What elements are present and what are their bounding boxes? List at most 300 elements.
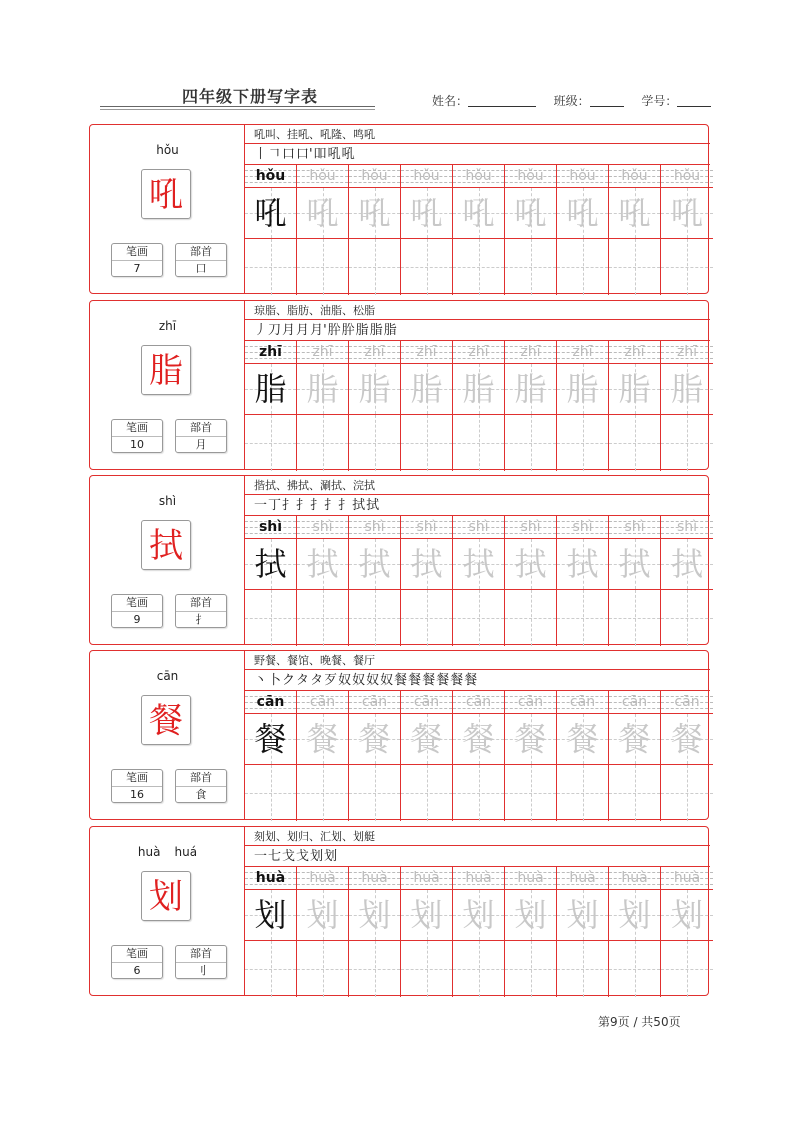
tracing-box[interactable]	[297, 889, 348, 941]
blank-writing-box[interactable]	[505, 590, 556, 646]
practice-cell[interactable]	[453, 691, 505, 821]
number-field[interactable]	[677, 94, 711, 107]
practice-cell[interactable]	[297, 341, 349, 471]
tracing-box[interactable]	[245, 538, 296, 590]
stroke-step: 歹	[324, 673, 338, 688]
class-label: 班级：	[553, 94, 590, 108]
practice-cell[interactable]	[349, 867, 401, 997]
practice-pinyin: shì	[520, 519, 541, 535]
practice-cell[interactable]	[401, 691, 453, 821]
blank-writing-box[interactable]	[453, 941, 504, 997]
practice-grid	[245, 165, 710, 295]
stroke-order	[245, 144, 710, 165]
practice-pinyin: zhī	[572, 344, 593, 360]
tracing-box[interactable]	[453, 889, 504, 941]
stroke-step: 口'	[296, 147, 313, 162]
tracing-box[interactable]	[297, 538, 348, 590]
blank-writing-box[interactable]	[349, 415, 400, 471]
practice-cell[interactable]	[661, 867, 713, 997]
practice-pinyin: huà	[673, 870, 701, 886]
blank-writing-box[interactable]	[245, 765, 296, 821]
practice-cell[interactable]	[349, 165, 401, 295]
guide-line	[401, 969, 452, 970]
tracing-box[interactable]	[245, 713, 296, 765]
tracing-box[interactable]	[661, 889, 713, 941]
guide-line	[505, 618, 556, 619]
practice-cell[interactable]	[609, 165, 661, 295]
guide-line	[297, 969, 348, 970]
name-field[interactable]	[468, 94, 536, 107]
practice-pinyin: huà	[413, 870, 440, 886]
practice-pinyin: zhī	[259, 344, 282, 360]
stroke-count-box	[111, 945, 163, 979]
tracing-box[interactable]	[609, 363, 660, 415]
guide-line	[453, 267, 504, 268]
practice-pinyin: cān	[569, 694, 596, 710]
guide-line	[557, 443, 608, 444]
guide-line	[609, 443, 660, 444]
tracing-box[interactable]	[401, 538, 452, 590]
stroke-step: 拭	[366, 498, 380, 513]
tracing-character: 餐	[306, 720, 339, 758]
tracing-character: 拭	[670, 545, 703, 583]
blank-writing-box[interactable]	[401, 415, 452, 471]
tracing-character: 吼	[254, 194, 287, 232]
tracing-box[interactable]	[557, 187, 608, 239]
stroke-step: 奴	[380, 673, 394, 688]
pinyin-reading: hǒu	[156, 143, 179, 157]
practice-cell[interactable]	[245, 165, 297, 295]
tracing-box[interactable]	[349, 187, 400, 239]
practice-cell[interactable]	[245, 691, 297, 821]
stroke-step: 丨	[254, 147, 268, 162]
example-words: 琼脂、脂肪、油脂、松脂	[245, 301, 710, 320]
tracing-box[interactable]	[661, 187, 713, 239]
practice-cell[interactable]	[297, 691, 349, 821]
tracing-character: 划	[670, 896, 703, 934]
blank-writing-box[interactable]	[349, 590, 400, 646]
guide-line	[401, 618, 452, 619]
stroke-step: 一	[254, 849, 268, 864]
blank-writing-box[interactable]	[557, 415, 608, 471]
pinyin-reading: cān	[156, 669, 179, 683]
stroke-step: 一	[254, 498, 268, 513]
blank-writing-box[interactable]	[609, 590, 660, 646]
guide-line	[505, 267, 556, 268]
tracing-box[interactable]	[297, 713, 348, 765]
blank-writing-box[interactable]	[349, 941, 400, 997]
practice-pinyin: hǒu	[413, 168, 440, 184]
stroke-step: 拭	[352, 498, 366, 513]
character-display: 拭	[141, 520, 191, 570]
guide-line	[297, 267, 348, 268]
practice-grid	[245, 341, 710, 471]
blank-writing-box[interactable]	[245, 415, 296, 471]
stroke-step: 餐	[464, 673, 478, 688]
tracing-box[interactable]	[245, 187, 296, 239]
guide-line	[349, 793, 400, 794]
tracing-box[interactable]	[401, 889, 452, 941]
tracing-box[interactable]	[349, 889, 400, 941]
blank-writing-box[interactable]	[505, 239, 556, 295]
tracing-character: 划	[618, 896, 651, 934]
guide-line	[297, 793, 348, 794]
blank-writing-box[interactable]	[401, 765, 452, 821]
tracing-box[interactable]	[505, 363, 556, 415]
tracing-character: 吼	[618, 194, 651, 232]
pinyin-reading: zhī	[158, 319, 177, 333]
tracing-box[interactable]	[453, 363, 504, 415]
practice-pinyin: huà	[361, 870, 388, 886]
blank-writing-box[interactable]	[661, 765, 713, 821]
tracing-box[interactable]	[557, 538, 608, 590]
guide-line	[505, 969, 556, 970]
blank-writing-box[interactable]	[245, 239, 296, 295]
practice-cell[interactable]	[401, 341, 453, 471]
practice-cell[interactable]	[453, 867, 505, 997]
radical-label: 部首	[176, 420, 226, 437]
blank-writing-box[interactable]	[297, 765, 348, 821]
stroke-count-value: 6	[133, 964, 141, 977]
stroke-step: 脂	[355, 323, 369, 338]
stroke-count-box	[111, 243, 163, 277]
tracing-box[interactable]	[661, 363, 713, 415]
stroke-step: 𠃍	[268, 147, 282, 162]
blank-writing-box[interactable]	[245, 941, 296, 997]
tracing-box[interactable]	[245, 889, 296, 941]
guide-line	[661, 443, 713, 444]
guide-line	[401, 443, 452, 444]
page-number: 第9页 / 共50页	[598, 1015, 681, 1029]
practice-cell[interactable]	[661, 165, 713, 295]
blank-writing-box[interactable]	[609, 415, 660, 471]
blank-writing-box[interactable]	[453, 765, 504, 821]
blank-writing-box[interactable]	[297, 415, 348, 471]
blank-writing-box[interactable]	[349, 765, 400, 821]
practice-pinyin: shì	[468, 519, 489, 535]
guide-line	[557, 793, 608, 794]
practice-pinyin: zhī	[624, 344, 645, 360]
radical-label: 部首	[176, 244, 226, 261]
stroke-step: 肸	[341, 323, 355, 338]
stroke-step: 七	[268, 849, 282, 864]
guide-line	[661, 267, 713, 268]
tracing-box[interactable]	[245, 363, 296, 415]
practice-pinyin: huà	[517, 870, 544, 886]
practice-pinyin: shì	[312, 519, 333, 535]
guide-line	[661, 969, 713, 970]
character-pinyin	[90, 494, 245, 508]
practice-cell[interactable]	[453, 516, 505, 646]
stroke-step: 吼	[341, 147, 355, 162]
practice-cell[interactable]	[557, 516, 609, 646]
tracing-character: 餐	[670, 720, 703, 758]
practice-cell[interactable]	[349, 691, 401, 821]
practice-pinyin: shì	[258, 519, 283, 535]
guide-line	[609, 969, 660, 970]
stroke-step: 餐	[394, 673, 408, 688]
practice-cell[interactable]	[401, 516, 453, 646]
blank-writing-box[interactable]	[661, 415, 713, 471]
practice-pinyin: hǒu	[621, 168, 648, 184]
practice-cell[interactable]	[453, 341, 505, 471]
practice-cell[interactable]	[349, 341, 401, 471]
practice-cell[interactable]	[453, 165, 505, 295]
tracing-character: 拭	[514, 545, 547, 583]
example-words: 揩拭、拂拭、涮拭、浣拭	[245, 476, 710, 495]
blank-writing-box[interactable]	[505, 941, 556, 997]
tracing-character: 餐	[358, 720, 391, 758]
guide-line	[297, 618, 348, 619]
stroke-step: タ	[296, 673, 310, 688]
stroke-step: 扌	[282, 498, 296, 513]
tracing-box[interactable]	[401, 363, 452, 415]
page-title: 四年级下册写字表	[181, 87, 318, 106]
practice-pinyin: shì	[572, 519, 593, 535]
stroke-step: 奴	[338, 673, 352, 688]
tracing-box[interactable]	[609, 538, 660, 590]
tracing-box[interactable]	[297, 363, 348, 415]
tracing-box[interactable]	[453, 187, 504, 239]
tracing-box[interactable]	[401, 713, 452, 765]
guide-line	[609, 267, 660, 268]
blank-writing-box[interactable]	[401, 941, 452, 997]
practice-pinyin: cān	[256, 694, 285, 710]
character-info-panel	[90, 476, 245, 644]
practice-pinyin: zhī	[312, 344, 333, 360]
stroke-step: 划	[324, 849, 338, 864]
tracing-box[interactable]	[297, 187, 348, 239]
blank-writing-box[interactable]	[557, 941, 608, 997]
stroke-order	[245, 320, 710, 341]
blank-writing-box[interactable]	[505, 765, 556, 821]
blank-writing-box[interactable]	[245, 590, 296, 646]
tracing-box[interactable]	[505, 187, 556, 239]
tracing-character: 拭	[358, 545, 391, 583]
practice-pinyin: hǒu	[517, 168, 544, 184]
stroke-step: 月'	[310, 323, 327, 338]
guide-line	[349, 267, 400, 268]
practice-cell[interactable]	[609, 691, 661, 821]
blank-writing-box[interactable]	[297, 590, 348, 646]
blank-writing-box[interactable]	[557, 765, 608, 821]
practice-cell[interactable]	[557, 691, 609, 821]
practice-cell[interactable]	[245, 341, 297, 471]
tracing-character: 脂	[254, 370, 287, 408]
stroke-step: 脂	[383, 323, 397, 338]
tracing-character: 拭	[254, 545, 287, 583]
practice-cell[interactable]	[297, 165, 349, 295]
radical-label: 部首	[176, 595, 226, 612]
practice-cell[interactable]	[505, 165, 557, 295]
guide-line	[245, 618, 296, 619]
practice-cell[interactable]	[245, 516, 297, 646]
practice-cell[interactable]	[609, 516, 661, 646]
stroke-order	[245, 846, 710, 867]
practice-cell[interactable]	[297, 867, 349, 997]
practice-cell[interactable]	[505, 341, 557, 471]
radical-value: 口	[195, 262, 207, 275]
practice-cell[interactable]	[557, 165, 609, 295]
stroke-step: 扌	[310, 498, 324, 513]
stroke-step: 划	[310, 849, 324, 864]
blank-writing-box[interactable]	[297, 239, 348, 295]
tracing-box[interactable]	[453, 713, 504, 765]
tracing-character: 餐	[254, 720, 287, 758]
tracing-character: 吼	[462, 194, 495, 232]
tracing-character: 拭	[618, 545, 651, 583]
tracing-box[interactable]	[609, 187, 660, 239]
tracing-character: 餐	[462, 720, 495, 758]
guide-line	[297, 443, 348, 444]
radical-box	[175, 769, 227, 803]
blank-writing-box[interactable]	[401, 590, 452, 646]
class-field[interactable]	[590, 94, 624, 107]
stroke-count-box	[111, 769, 163, 803]
blank-writing-box[interactable]	[609, 941, 660, 997]
practice-pinyin: cān	[517, 694, 544, 710]
tracing-box[interactable]	[453, 538, 504, 590]
stroke-step: 扌	[338, 498, 352, 513]
practice-cell[interactable]	[661, 341, 713, 471]
guide-line	[349, 969, 400, 970]
guide-line	[401, 267, 452, 268]
tracing-character: 划	[410, 896, 443, 934]
practice-cell[interactable]	[245, 867, 297, 997]
tracing-box[interactable]	[349, 713, 400, 765]
character-display: 脂	[141, 345, 191, 395]
character-pinyin	[90, 319, 245, 333]
blank-writing-box[interactable]	[661, 941, 713, 997]
blank-writing-box[interactable]	[349, 239, 400, 295]
blank-writing-box[interactable]	[453, 239, 504, 295]
practice-pinyin: cān	[621, 694, 648, 710]
blank-writing-box[interactable]	[609, 765, 660, 821]
radical-box	[175, 945, 227, 979]
character-display: 餐	[141, 695, 191, 745]
practice-cell[interactable]	[557, 867, 609, 997]
blank-writing-box[interactable]	[661, 590, 713, 646]
blank-writing-box[interactable]	[453, 415, 504, 471]
blank-writing-box[interactable]	[557, 239, 608, 295]
character-display: 划	[141, 871, 191, 921]
tracing-box[interactable]	[661, 538, 713, 590]
character-display: 吼	[141, 169, 191, 219]
blank-writing-box[interactable]	[401, 239, 452, 295]
tracing-character: 餐	[410, 720, 443, 758]
tracing-character: 脂	[410, 370, 443, 408]
character-info-panel	[90, 651, 245, 819]
radical-value: 扌	[195, 613, 207, 626]
blank-writing-box[interactable]	[557, 590, 608, 646]
guide-line	[453, 969, 504, 970]
tracing-character: 拭	[306, 545, 339, 583]
practice-pinyin: shì	[676, 519, 698, 535]
practice-cell[interactable]	[661, 516, 713, 646]
stroke-step: 奴	[352, 673, 366, 688]
character-card	[89, 475, 709, 645]
practice-cell[interactable]	[505, 516, 557, 646]
blank-writing-box[interactable]	[453, 590, 504, 646]
practice-cell[interactable]	[505, 867, 557, 997]
practice-pinyin: shì	[364, 519, 385, 535]
practice-grid	[245, 867, 710, 997]
tracing-character: 拭	[566, 545, 599, 583]
practice-cell[interactable]	[505, 691, 557, 821]
tracing-character: 餐	[618, 720, 651, 758]
practice-cell[interactable]	[609, 867, 661, 997]
stroke-count-label: 笔画	[112, 946, 162, 963]
blank-writing-box[interactable]	[609, 239, 660, 295]
stroke-count-label: 笔画	[112, 595, 162, 612]
blank-writing-box[interactable]	[505, 415, 556, 471]
name-label: 姓名：	[432, 94, 469, 108]
tracing-character: 划	[566, 896, 599, 934]
tracing-box[interactable]	[505, 713, 556, 765]
tracing-character: 拭	[410, 545, 443, 583]
guide-line	[661, 618, 713, 619]
stroke-step: 扌	[296, 498, 310, 513]
stroke-step: 吼	[327, 147, 341, 162]
tracing-box[interactable]	[401, 187, 452, 239]
tracing-box[interactable]	[505, 538, 556, 590]
guide-line	[349, 618, 400, 619]
tracing-box[interactable]	[349, 538, 400, 590]
practice-grid	[245, 516, 710, 646]
character-card	[89, 300, 709, 470]
tracing-box[interactable]	[557, 363, 608, 415]
practice-cell[interactable]	[609, 341, 661, 471]
example-words: 吼叫、挂吼、吼隆、鸣吼	[245, 125, 710, 144]
stroke-step: 刀	[268, 323, 282, 338]
guide-line	[557, 618, 608, 619]
radical-box	[175, 594, 227, 628]
tracing-box[interactable]	[557, 889, 608, 941]
pinyin-reading: huà	[137, 845, 161, 859]
blank-writing-box[interactable]	[297, 941, 348, 997]
tracing-box[interactable]	[609, 713, 660, 765]
tracing-box[interactable]	[609, 889, 660, 941]
title-underline-2	[100, 109, 375, 110]
student-info	[432, 92, 711, 109]
guide-line	[453, 793, 504, 794]
title-underline	[100, 106, 375, 107]
example-words: 野餐、餐馆、晚餐、餐厅	[245, 651, 710, 670]
tracing-box[interactable]	[505, 889, 556, 941]
tracing-character: 划	[306, 896, 339, 934]
tracing-box[interactable]	[557, 713, 608, 765]
tracing-box[interactable]	[349, 363, 400, 415]
guide-line	[453, 618, 504, 619]
stroke-count-value: 9	[133, 613, 141, 626]
tracing-character: 吼	[566, 194, 599, 232]
blank-writing-box[interactable]	[661, 239, 713, 295]
practice-pinyin: hǒu	[569, 168, 596, 184]
practice-cell[interactable]	[297, 516, 349, 646]
practice-cell[interactable]	[401, 867, 453, 997]
tracing-character: 吼	[514, 194, 547, 232]
practice-cell[interactable]	[349, 516, 401, 646]
tracing-character: 吼	[358, 194, 391, 232]
practice-pinyin: cān	[413, 694, 440, 710]
tracing-box[interactable]	[661, 713, 713, 765]
stroke-step: 扌	[324, 498, 338, 513]
stroke-count-value: 16	[130, 788, 144, 801]
guide-line	[557, 969, 608, 970]
practice-cell[interactable]	[661, 691, 713, 821]
practice-cell[interactable]	[557, 341, 609, 471]
practice-cell[interactable]	[401, 165, 453, 295]
